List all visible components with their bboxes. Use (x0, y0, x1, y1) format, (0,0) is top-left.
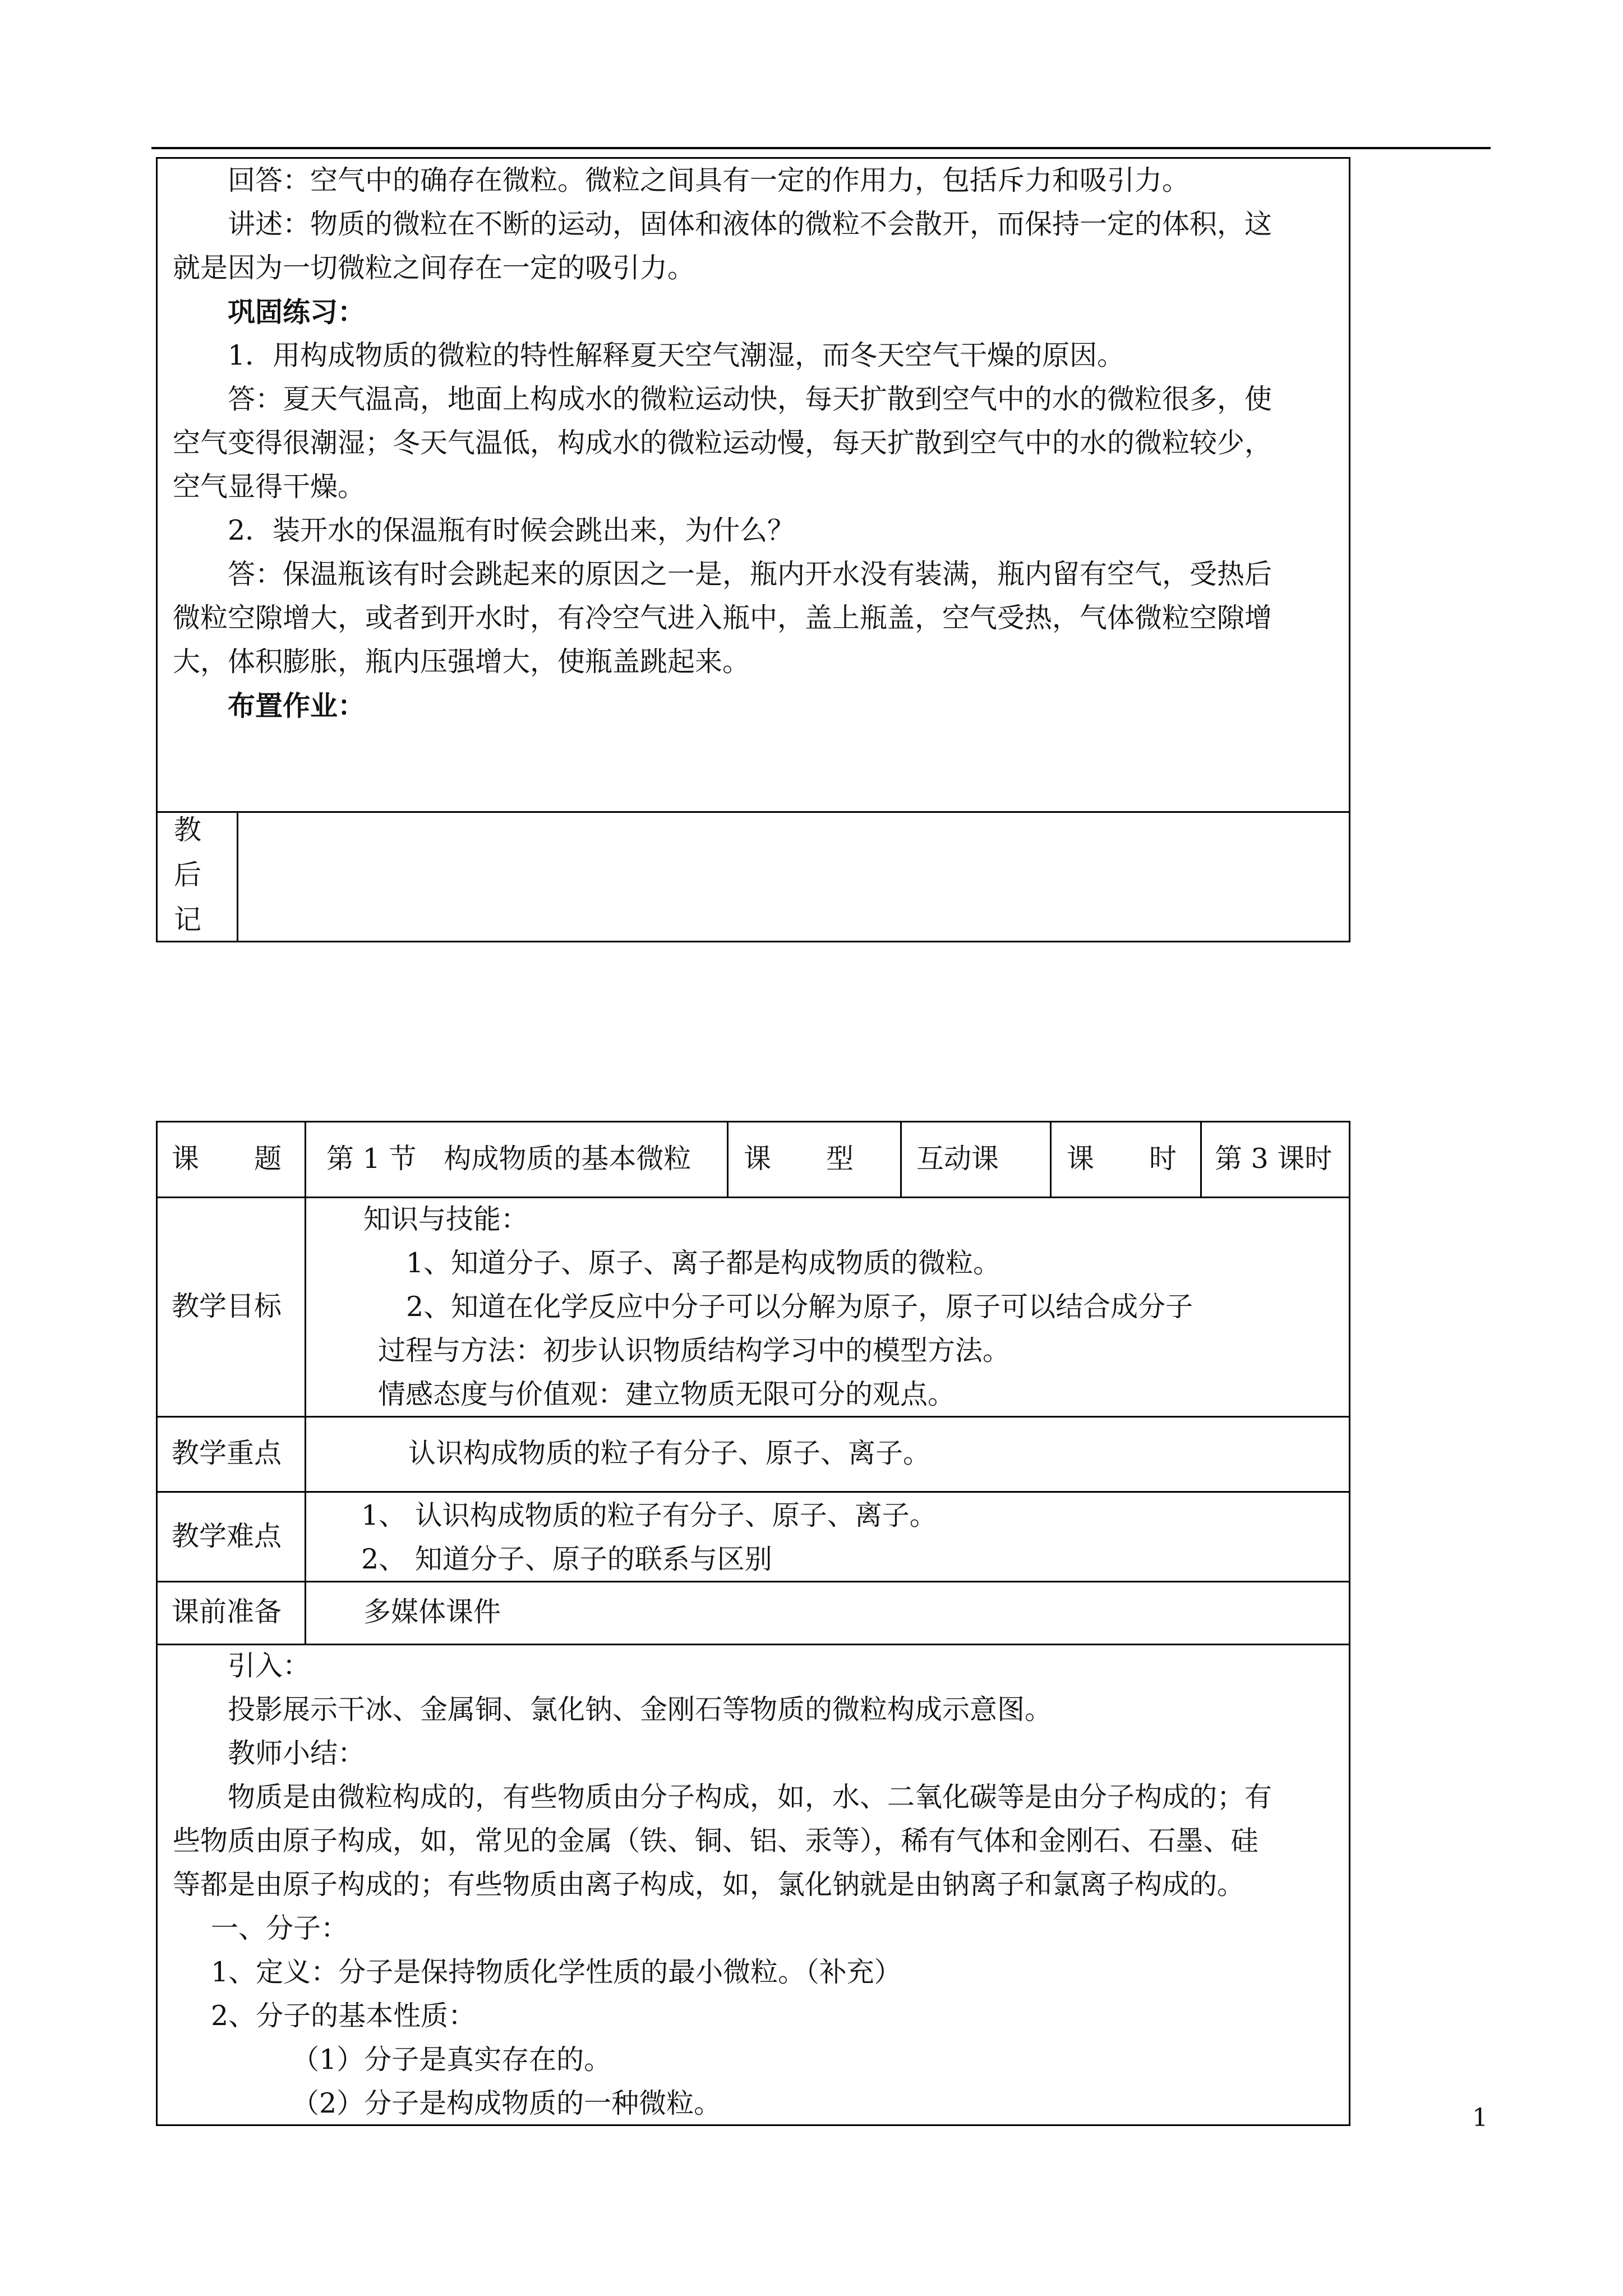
body-line-9: （1）分子是真实存在的。 (292, 2044, 612, 2076)
header-rule (151, 147, 1491, 149)
afterword-col-divider (237, 811, 238, 942)
goals-label: 教学目标 (172, 1290, 282, 1322)
afterword-divider (156, 811, 1350, 813)
body-line-5: 等都是由原子构成的；有些物质由离子构成，如，氯化钠就是由钠离子和氯离子构成的。 (173, 1869, 1245, 1901)
s1-line-7: 空气显得干燥。 (173, 471, 366, 503)
difficulty-label: 教学难点 (172, 1520, 282, 1552)
type-value: 互动课 (916, 1143, 999, 1175)
body-line-0: 引入： (228, 1650, 311, 1682)
s1-line-4: 1．用构成物质的微粒的特性解释夏天空气潮湿，而冬天空气干燥的原因。 (228, 339, 1125, 371)
key-label: 教学重点 (172, 1437, 282, 1469)
prep-value: 多媒体课件 (363, 1596, 501, 1628)
s1-line-12: 布置作业： (228, 689, 366, 722)
type-label: 课 型 (744, 1143, 854, 1175)
prep-label: 课前准备 (172, 1596, 282, 1628)
goal-2: 2、知道在化学反应中分子可以分解为原子，原子可以结合成分子 (406, 1291, 1193, 1323)
topic-label: 课 题 (172, 1143, 282, 1175)
s1-line-1: 讲述：物质的微粒在不断的运动，固体和液体的微粒不会散开，而保持一定的体积，这 (228, 208, 1272, 240)
header-col-divider-3 (900, 1121, 902, 1197)
afterword-label-1: 后 (174, 859, 202, 891)
s1-line-0: 回答：空气中的确存在微粒。微粒之间具有一定的作用力，包括斥力和吸引力。 (228, 164, 1190, 196)
s1-line-8: 2．装开水的保温瓶有时候会跳出来，为什么？ (228, 514, 795, 546)
page-number: 1 (1472, 2104, 1488, 2132)
s1-line-5: 答：夏天气温高，地面上构成水的微粒运动快，每天扩散到空气中的水的微粒很多，使 (228, 383, 1272, 415)
body-line-4: 些物质由原子构成，如，常见的金属（铁、铜、铝、汞等），稀有气体和金刚石、石墨、硅 (173, 1825, 1258, 1857)
body-line-8: 2、分子的基本性质： (211, 2000, 476, 2032)
label-col-divider (305, 1121, 306, 1644)
body-line-1: 投影展示干冰、金属铜、氯化钠、金刚石等物质的微粒构成示意图。 (228, 1694, 1053, 1726)
s1-line-6: 空气变得很潮湿；冬天气温低，构成水的微粒运动慢，每天扩散到空气中的水的微粒较少， (173, 427, 1272, 459)
topic-value: 第 1 节 构成物质的基本微粒 (326, 1143, 691, 1175)
s1-line-11: 大，体积膨胀，瓶内压强增大，使瓶盖跳起来。 (173, 646, 750, 678)
difficulty-0: 1、 认识构成物质的粒子有分子、原子、离子。 (361, 1499, 937, 1531)
goal-4: 情感态度与价值观：建立物质无限可分的观点。 (378, 1378, 956, 1410)
afterword-label-2: 记 (174, 904, 202, 936)
afterword-label-0: 教 (174, 814, 202, 846)
row-divider-key (156, 1491, 1350, 1493)
s1-line-3: 巩固练习： (228, 296, 366, 328)
header-col-divider-5 (1200, 1121, 1202, 1197)
period-label: 课 时 (1067, 1143, 1177, 1175)
key-value: 认识构成物质的粒子有分子、原子、离子。 (408, 1437, 931, 1469)
s1-line-10: 微粒空隙增大，或者到开水时，有冷空气进入瓶中，盖上瓶盖，空气受热，气体微粒空隙增 (173, 602, 1272, 634)
s1-line-2: 就是因为一切微粒之间存在一定的吸引力。 (173, 252, 695, 284)
body-line-7: 1、定义：分子是保持物质化学性质的最小微粒。（补充） (211, 1956, 902, 1988)
goal-3: 过程与方法：初步认识物质结构学习中的模型方法。 (378, 1335, 1011, 1366)
body-line-3: 物质是由微粒构成的，有些物质由分子构成，如，水、二氧化碳等是由分子构成的；有 (228, 1781, 1272, 1813)
row-divider-header (156, 1197, 1350, 1198)
difficulty-1: 2、 知道分子、原子的联系与区别 (361, 1543, 772, 1575)
goal-0: 知识与技能： (363, 1203, 529, 1235)
period-value: 第 3 课时 (1215, 1143, 1332, 1175)
s1-line-9: 答：保温瓶该有时会跳起来的原因之一是，瓶内开水没有装满，瓶内留有空气，受热后 (228, 558, 1272, 590)
goal-1: 1、知道分子、原子、离子都是构成物质的微粒。 (406, 1247, 1001, 1279)
body-line-6: 一、分子： (211, 1912, 349, 1944)
header-col-divider-2 (727, 1121, 728, 1197)
header-col-divider-4 (1050, 1121, 1052, 1197)
row-divider-prep (156, 1644, 1350, 1645)
body-line-10: （2）分子是构成物质的一种微粒。 (292, 2087, 722, 2119)
body-line-2: 教师小结： (228, 1737, 366, 1769)
